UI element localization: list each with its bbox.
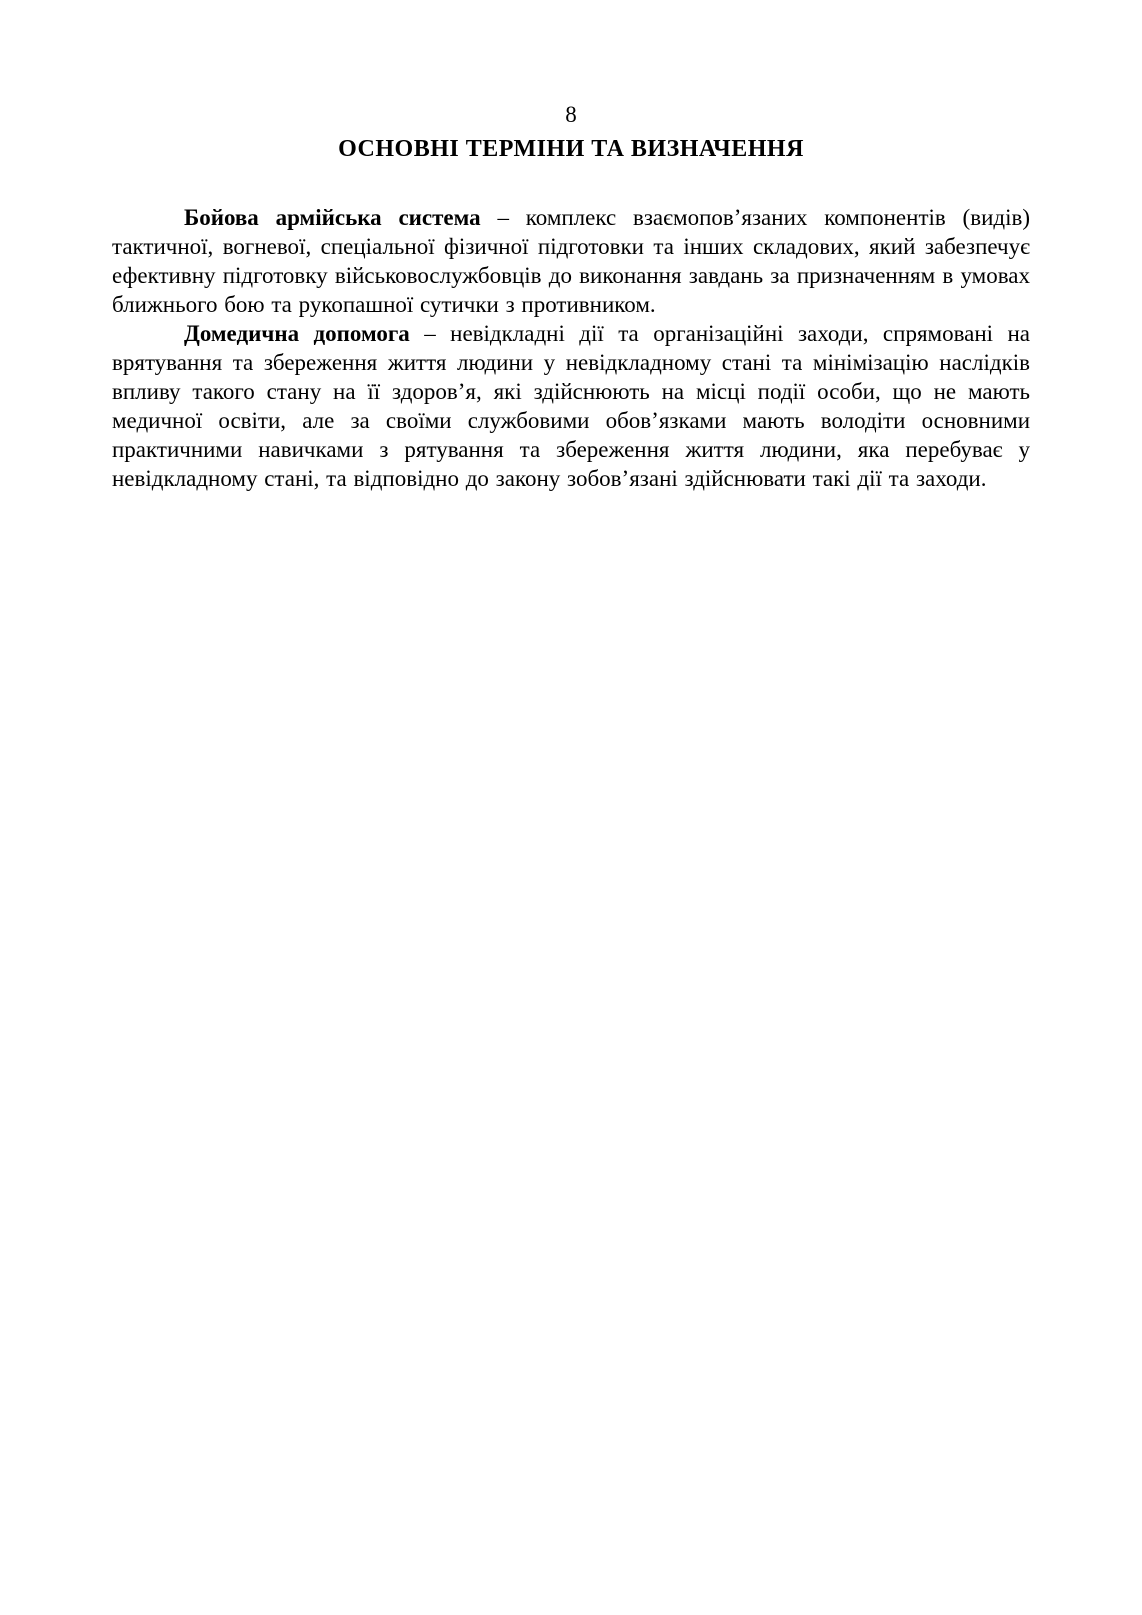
term-premedical-aid: Домедична допомога: [184, 321, 410, 346]
paragraph-combat-army-system: [112, 203, 1030, 319]
page-number: 8: [565, 102, 577, 127]
definition-premedical-aid: – невідкладні дії та організаційні заходи, спрямовані на врятування та збереження життя людини у невідкладному стані та мінімізацію наслідків впливу такого стану на її здоров’я, які здійснюють на місці події особи, що не мають медичної освіти, але за своїми службовими обов’язками мають володіти основними практичними навичками з рятування та збереження життя людини, яка перебуває у невідкладному стані, та відповідно до закону зобов’язані здійснювати такі дії та заходи.: [112, 321, 1030, 491]
page-title: ОСНОВНІ ТЕРМІНИ ТА ВИЗНАЧЕННЯ: [338, 136, 804, 162]
definition-combat-army-system: – комплекс взаємопов’язаних компонентів (видів) тактичної, вогневої, спеціальної фізичної підготовки та інших складових, який забезпечує ефективну підготовку військовослужбовців до виконання завдань за призначенням в умовах ближнього бою та рукопашної сутички з противником.: [112, 205, 1030, 317]
page-content: [112, 203, 1030, 493]
term-combat-army-system: Бойова армійська система: [184, 205, 481, 230]
paragraph-premedical-aid: [112, 319, 1030, 493]
